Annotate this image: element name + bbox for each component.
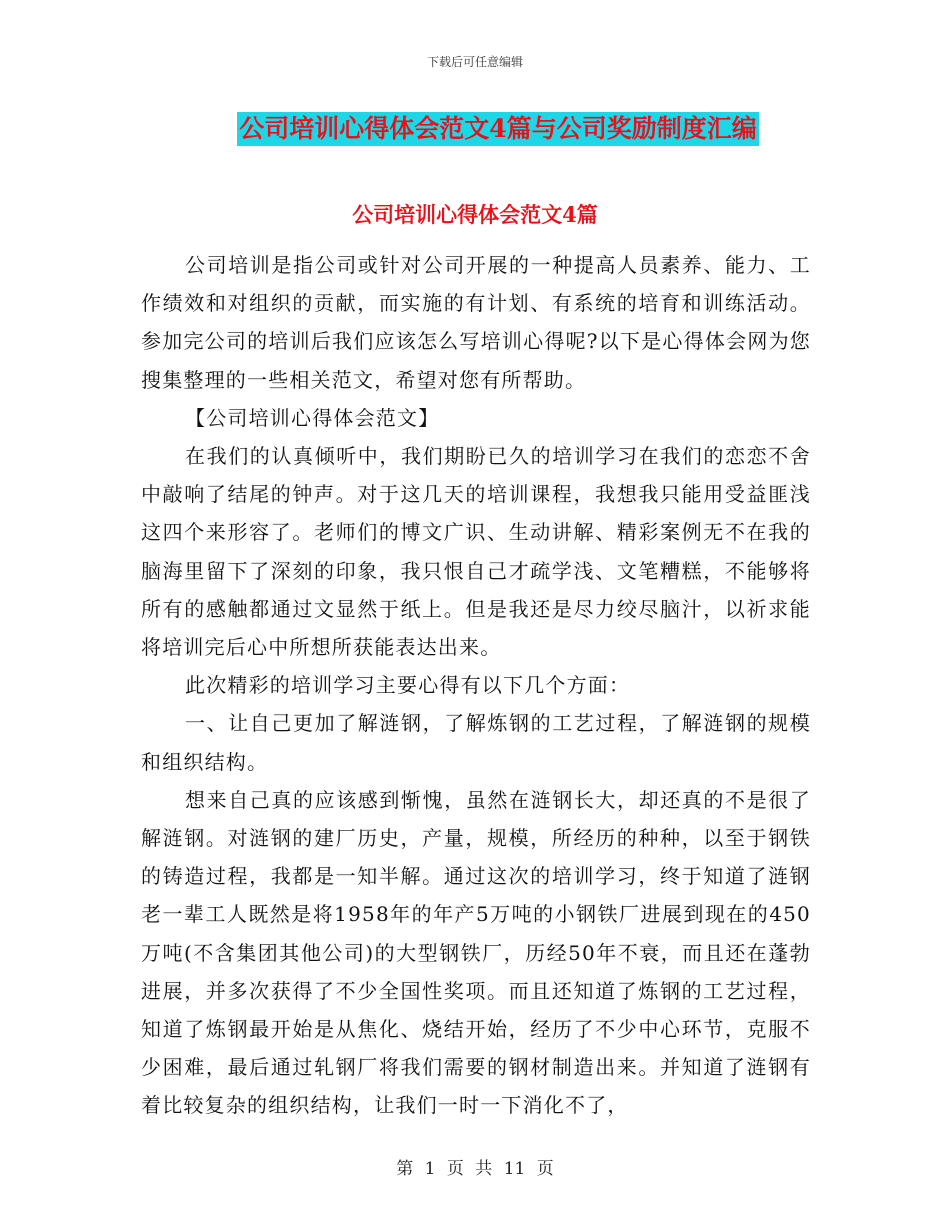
- section-title: 公司培训心得体会范文4篇: [352, 202, 598, 227]
- paragraph-body-2: 此次精彩的培训学习主要心得有以下几个方面：: [185, 673, 631, 698]
- main-title-container: [0, 112, 950, 146]
- paragraph-point-1: 一、让自己更加了解涟钢，了解炼钢的工艺过程，了解涟钢的规模和组织结构。: [141, 711, 811, 774]
- body-text: [141, 246, 811, 1125]
- main-title: 公司培训心得体会范文4篇与公司奖励制度汇编: [237, 112, 758, 146]
- paragraph-body-1: 在我们的认真倾听中，我们期盼已久的培训学习在我们的恋恋不舍中敲响了结尾的钟声。对于这几天的培训课程，我想我只能用受益匪浅这四个来形容了。老师们的博文广识、生动讲解、精彩案例无不在我的脑海里留下了深刻的印象，我只恨自己才疏学浅、文笔糟糕，不能够将所有的感触都通过文显然于纸上。但是我还是尽力绞尽脑汁，以祈求能将培训完后心中所想所获能表达出来。: [141, 444, 811, 660]
- paragraph-subheading: 【公司培训心得体会范文】: [185, 405, 440, 430]
- header-note: 下载后可任意编辑: [426, 55, 523, 69]
- paragraph-intro: 公司培训是指公司或针对公司开展的一种提高人员素养、能力、工作绩效和对组织的贡献，而实施的有计划、有系统的培育和训练活动。参加完公司的培训后我们应该怎么写培训心得呢?以下是心得体会网为您搜集整理的一些相关范文，希望对您有所帮助。: [141, 253, 811, 392]
- page-footer: 第 1 页 共 11 页: [396, 1159, 554, 1179]
- paragraph-body-3: 想来自己真的应该感到惭愧，虽然在涟钢长大，却还真的不是很了解涟钢。对涟钢的建厂历史，产量，规模，所经历的种种，以至于钢铁的铸造过程，我都是一知半解。通过这次的培训学习，终于知道了涟钢老一辈工人既然是将1958年的年产5万吨的小钢铁厂进展到现在的450万吨(不含集团其他公司)的大型钢铁厂，历经50年不衰，而且还在蓬勃进展，并多次获得了不少全国性奖项。而且还知道了炼钢的工艺过程，知道了炼钢最开始是从焦化、烧结开始，经历了不少中心环节，克服不少困难，最后通过轧钢厂将我们需要的钢材制造出来。并知道了涟钢有着比较复杂的组织结构，让我们一时一下消化不了，: [141, 787, 811, 1118]
